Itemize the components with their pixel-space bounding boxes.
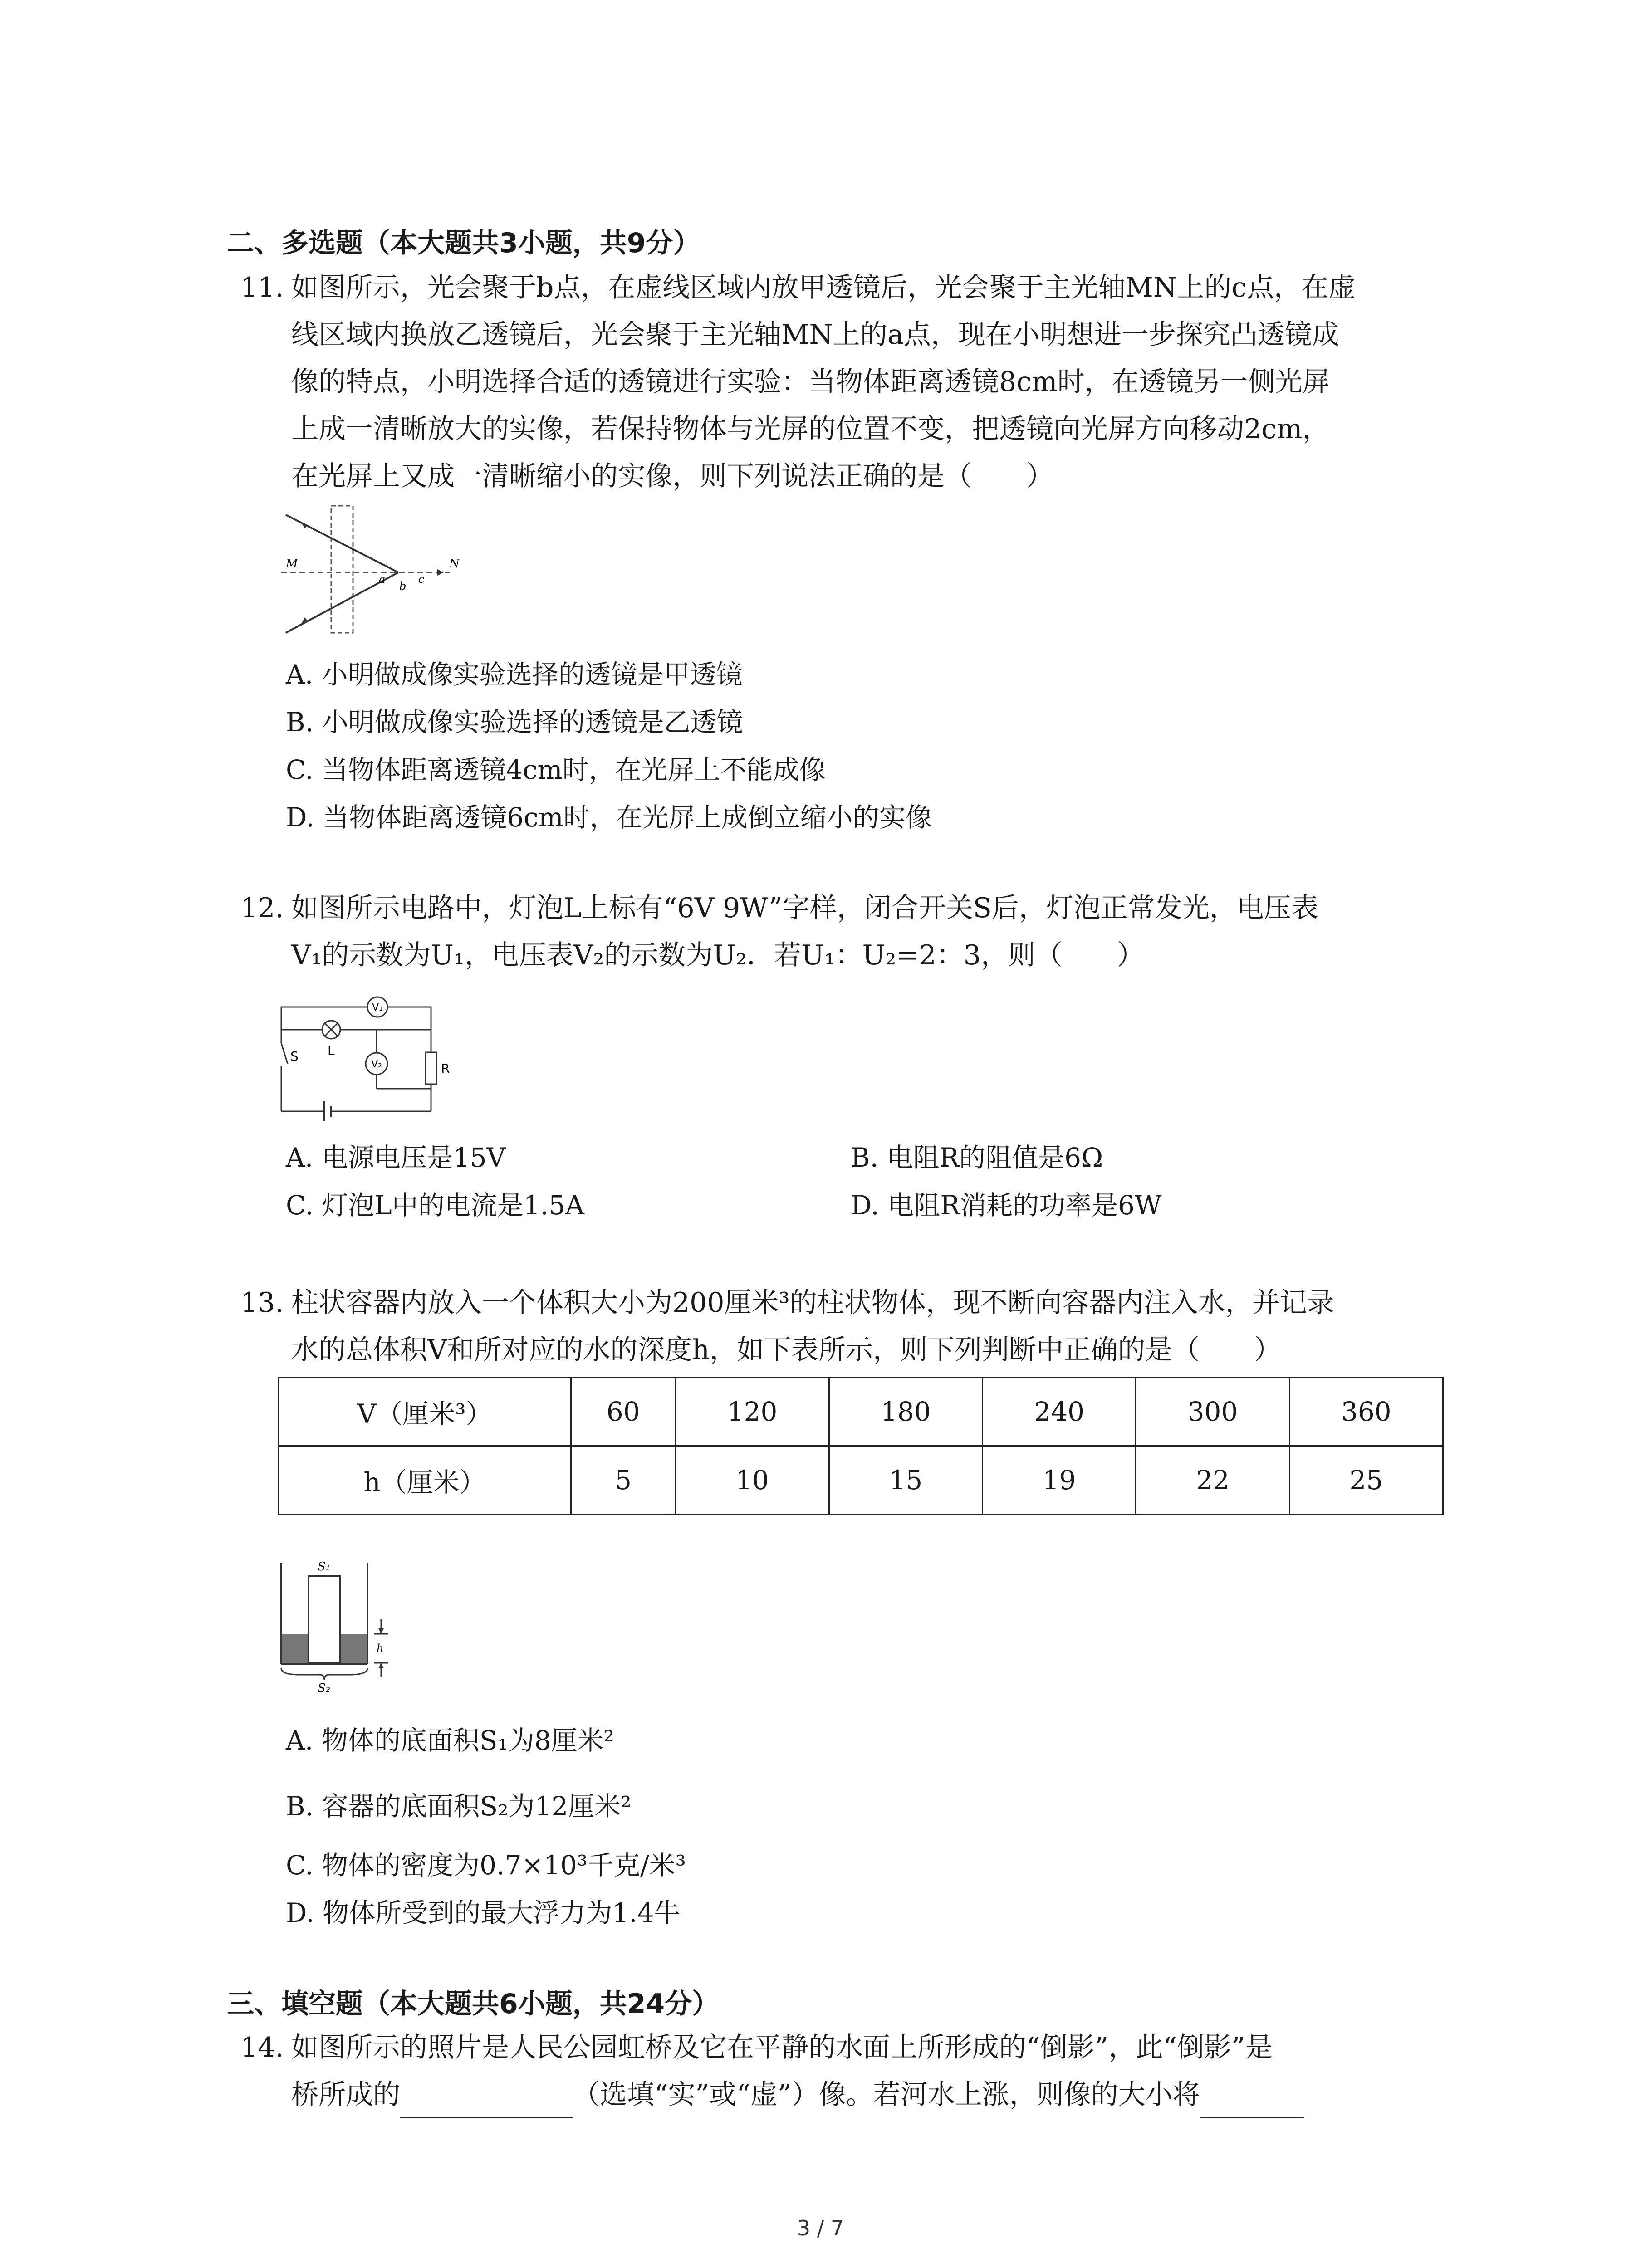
label-s: S <box>290 1049 299 1064</box>
label-h: h <box>377 1642 384 1655</box>
option-a: A. 电源电压是15V <box>286 1142 506 1173</box>
option-d: D. 电阻R消耗的功率是6W <box>851 1190 1162 1221</box>
label-b: b <box>399 580 407 592</box>
label-c: c <box>418 573 425 586</box>
table-header-cell: h（厘米） <box>279 1446 571 1515</box>
question-12 <box>240 885 1429 979</box>
question-line: 像的特点，小明选择合适的透镜进行实验：当物体距离透镜8cm时，在透镜另一侧光屏 <box>291 366 1330 398</box>
label-r: R <box>441 1061 450 1076</box>
table-cell: 15 <box>829 1446 982 1515</box>
option-a: A. 小明做成像实验选择的透镜是甲透镜 <box>286 659 743 690</box>
table-cell: 10 <box>676 1446 829 1515</box>
label-m: M <box>286 557 298 571</box>
question-line: 线区域内换放乙透镜后，光会聚于主光轴MN上的a点，现在小明想进一步探究凸透镜成 <box>291 319 1339 351</box>
table-header-cell: V（厘米³） <box>279 1378 571 1446</box>
data-table <box>278 1377 1444 1515</box>
question-line: 在光屏上又成一清晰缩小的实像，则下列说法正确的是（ ） <box>291 460 1053 492</box>
question-line: 如图所示，光会聚于b点，在虚线区域内放甲透镜后，光会聚于主光轴MN上的c点，在虚 <box>291 272 1356 303</box>
question-text: 桥所成的 <box>291 2079 400 2111</box>
option-c: C. 当物体距离透镜4cm时，在光屏上不能成像 <box>286 754 826 785</box>
table-cell: 60 <box>571 1378 676 1446</box>
question-line <box>291 2071 1465 2118</box>
label-a: a <box>379 573 386 586</box>
question-11 <box>240 264 1429 500</box>
container-diagram <box>272 1556 395 1695</box>
table-cell: 19 <box>983 1446 1136 1515</box>
table-cell: 5 <box>571 1446 676 1515</box>
question-line: 水的总体积V和所对应的水的深度h，如下表所示，则下列判断中正确的是（ ） <box>291 1334 1281 1366</box>
label-v2: V₂ <box>371 1059 382 1070</box>
option-b: B. 容器的底面积S₂为12厘米² <box>286 1791 632 1822</box>
option-d: D. 物体所受到的最大浮力为1.4牛 <box>286 1897 681 1928</box>
question-text: （选填“实”或“虚”）像。若河水上涨，则像的大小将 <box>573 2079 1200 2111</box>
label-v1: V₁ <box>372 1002 383 1013</box>
question-line: V₁的示数为U₁，电压表V₂的示数为U₂．若U₁：U₂=2：3，则（ ） <box>291 939 1144 971</box>
table-cell: 180 <box>829 1378 982 1446</box>
question-number: 14. <box>240 2032 284 2063</box>
table-cell: 240 <box>983 1378 1136 1446</box>
table-row <box>279 1446 1443 1515</box>
table-cell: 120 <box>676 1378 829 1446</box>
page-number: 3 / 7 <box>797 2216 844 2240</box>
option-a: A. 物体的底面积S₁为8厘米² <box>286 1725 614 1756</box>
label-s2: S₂ <box>318 1681 331 1695</box>
question-line: 如图所示的照片是人民公园虹桥及它在平静的水面上所形成的“倒影”，此“倒影”是 <box>291 2032 1273 2063</box>
table-row <box>279 1378 1443 1446</box>
table-cell: 22 <box>1136 1446 1289 1515</box>
lens-ray-diagram <box>272 501 463 637</box>
question-line: 如图所示电路中，灯泡L上标有“6V 9W”字样，闭合开关S后，灯泡正常发光，电压表 <box>291 892 1318 924</box>
option-b: B. 电阻R的阻值是6Ω <box>851 1142 1103 1173</box>
question-number: 13. <box>240 1287 284 1319</box>
option-d: D. 当物体距离透镜6cm时，在光屏上成倒立缩小的实像 <box>286 802 932 833</box>
answer-blank-1[interactable] <box>400 2085 573 2118</box>
question-13 <box>240 1279 1429 1374</box>
table-cell: 25 <box>1289 1446 1443 1515</box>
option-c: C. 灯泡L中的电流是1.5A <box>286 1190 584 1221</box>
question-14 <box>240 2024 1465 2118</box>
question-line: 上成一清晰放大的实像，若保持物体与光屏的位置不变，把透镜向光屏方向移动2cm， <box>291 413 1330 445</box>
section-title-fill-in: 三、填空题（本大题共6小题，共24分） <box>227 1988 720 2020</box>
question-number: 12. <box>240 892 284 924</box>
question-number: 11. <box>240 272 284 303</box>
label-n: N <box>449 557 460 571</box>
label-l: L <box>328 1043 335 1058</box>
option-b: B. 小明做成像实验选择的透镜是乙透镜 <box>286 707 743 738</box>
table-cell: 360 <box>1289 1378 1443 1446</box>
circuit-diagram <box>272 993 463 1125</box>
label-s1: S₁ <box>318 1560 331 1574</box>
section-title-multiple-choice: 二、多选题（本大题共3小题，共9分） <box>227 227 700 259</box>
question-line: 柱状容器内放入一个体积大小为200厘米³的柱状物体，现不断向容器内注入水，并记录 <box>291 1287 1334 1319</box>
answer-blank-2[interactable] <box>1200 2085 1304 2118</box>
option-c: C. 物体的密度为0.7×10³千克/米³ <box>286 1850 686 1881</box>
table-cell: 300 <box>1136 1378 1289 1446</box>
